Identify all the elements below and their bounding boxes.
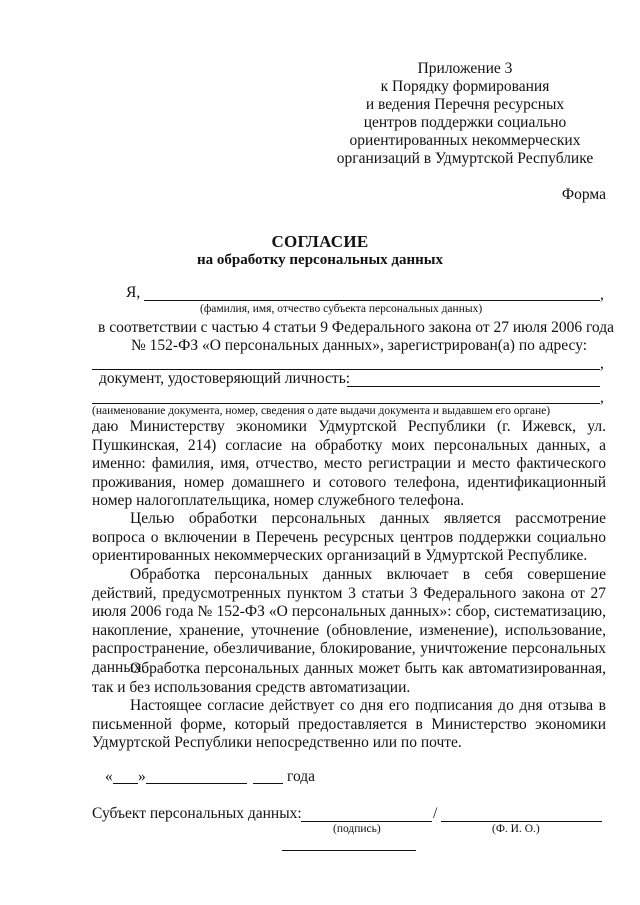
identity-document-caption: (наименование документа, номер, сведения о дате выдачи документа и выдавшем его органе) [92,405,551,417]
full-name-field[interactable] [441,821,602,822]
purpose-paragraph: Целью обработки персональных данных является рассмотрение вопроса о включении в Перечень ресурсных центров поддержки социально ориентированных некоммерческих организаций в Удмуртской Республике. [92,510,606,564]
date-close-quote: » [138,768,146,785]
document-title: СОГЛАСИЕ [271,232,369,251]
validity-paragraph: Настоящее согласие действует со дня его подписания до дня отзыва в письменной форме, который предоставляется в Министерство экономики Удмуртской Республики непосредственно или по почте. [92,697,606,751]
subject-name-caption: (фамилия, имя, отчество субъекта персональных данных) [200,303,483,315]
bottom-divider [282,850,416,851]
document-subtitle: на обработку персональных данных [197,252,443,268]
law-reference-line-1: в соответствии с частью 4 статьи 9 Федерального закона от 27 июля 2006 года [98,319,614,336]
automation-paragraph: Обработка персональных данных может быть как автоматизированная, так и без использования средств автоматизации. [92,660,606,696]
subject-prefix: Я, [126,284,141,301]
signature-label: Субъект персональных данных: [92,805,302,822]
actions-paragraph: Обработка персональных данных включает в себя совершение действий, предусмотренных пунктом 3 статьи 3 Федерального закона от 27 июля 2006 года № 152-ФЗ «О персональных данных»: сбор, систематизацию, накопление, хранение, уточнение (обновление, изменение), использование, распространение, обезличивание, блокирование, уничтожение персональных данных. [92,566,606,676]
subject-name-end: , [600,286,604,303]
identity-document-field[interactable] [347,386,600,387]
date-year-field[interactable] [253,783,283,784]
appendix-line: организаций в Удмуртской Республике [336,150,594,167]
identity-document-end: , [600,389,604,406]
appendix-line: к Порядку формирования [380,78,550,95]
address-end: , [600,355,604,372]
full-name-caption: (Ф. И. О.) [492,823,540,835]
appendix-header [330,60,600,168]
signature-separator: / [433,805,438,822]
signature-caption: (подпись) [333,823,381,835]
consent-paragraph: даю Министерству экономики Удмуртской Республики (г. Ижевск, ул. Пушкинская, 214) согласие на обработку моих персональных данных, а именно: фамилия, имя, отчество, место регистрации и место фактического проживания, номер домашнего и сотового телефона, идентификационный номер налогоплательщика, номер служебного телефона. [92,418,606,509]
form-label: Форма [561,186,606,203]
appendix-line: и ведения Перечня ресурсных [365,96,565,113]
identity-document-field-2[interactable] [92,403,600,404]
date-year-suffix: года [287,768,316,785]
law-reference-line-2: № 152-ФЗ «О персональных данных», зарегистрирован(а) по адресу: [131,337,588,354]
date-day-field[interactable] [113,783,138,784]
appendix-line: ориентированных некоммерческих [349,132,581,149]
appendix-line: Приложение 3 [417,60,513,77]
signature-field[interactable] [301,821,432,822]
appendix-line: центров поддержки социально [363,114,567,131]
subject-name-field[interactable] [144,300,600,301]
date-month-field[interactable] [146,783,247,784]
identity-document-label: документ, удостоверяющий личность: [99,370,351,387]
date-open-quote: « [105,768,113,785]
